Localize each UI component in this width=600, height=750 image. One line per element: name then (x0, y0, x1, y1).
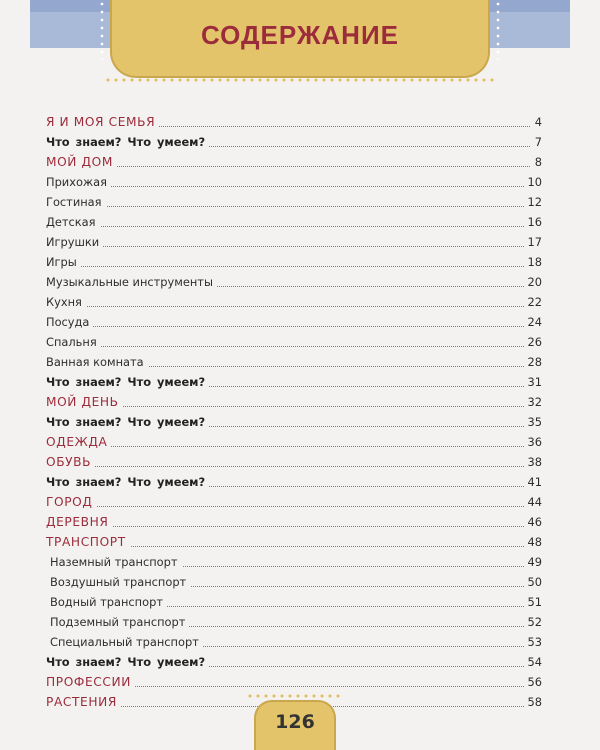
toc-entry-page: 32 (524, 393, 543, 412)
dotted-border-left (98, 0, 106, 60)
toc-entry (46, 387, 542, 407)
toc-entry-title: Наземный транспорт (46, 553, 182, 572)
toc-entry-page: 35 (524, 413, 543, 432)
toc-entry-page: 53 (524, 633, 543, 652)
toc-entry (46, 247, 542, 267)
toc-entry-page: 24 (524, 313, 543, 332)
toc-entry (46, 287, 542, 307)
toc-entry-title: Специальный транспорт (46, 633, 203, 652)
toc-entry-title: МОЙ ДЕНЬ (46, 393, 123, 412)
toc-entry (46, 507, 542, 527)
toc-entry-page: 46 (524, 513, 543, 532)
toc-entry-title: МОЙ ДОМ (46, 153, 117, 172)
toc-entry-page: 22 (524, 293, 543, 312)
toc-entry-page: 10 (524, 173, 543, 192)
toc-entry-page: 56 (524, 673, 543, 692)
toc-entry (46, 187, 542, 207)
toc-entry-title: ОДЕЖДА (46, 433, 111, 452)
toc-entry-page: 17 (524, 233, 543, 252)
toc-entry (46, 467, 542, 487)
toc-entry (46, 167, 542, 187)
toc-entry-title: Что знаем? Что умеем? (46, 413, 209, 432)
toc-entry-page: 54 (524, 653, 543, 672)
toc-entry-page: 4 (531, 113, 542, 132)
toc-entry (46, 307, 542, 327)
toc-entry-page: 49 (524, 553, 543, 572)
toc-entry (46, 267, 542, 287)
toc-entry (46, 487, 542, 507)
toc-entry-page: 41 (524, 473, 543, 492)
toc-entry-page: 48 (524, 533, 543, 552)
toc-entry-page: 20 (524, 273, 543, 292)
toc-entry-title: ТРАНСПОРТ (46, 533, 130, 552)
toc-entry-title: Что знаем? Что умеем? (46, 653, 209, 672)
toc-entry (46, 207, 542, 227)
page-title: СОДЕРЖАНИЕ (201, 20, 399, 50)
toc-entry (46, 147, 542, 167)
toc-entry-title: Что знаем? Что умеем? (46, 133, 209, 152)
toc-entry (46, 227, 542, 247)
toc-entry-title: ДЕРЕВНЯ (46, 513, 112, 532)
toc-entry (46, 547, 542, 567)
toc-entry-title: Прихожая (46, 173, 111, 192)
toc-entry-page: 50 (524, 573, 543, 592)
toc-entry-title: Подземный транспорт (46, 613, 189, 632)
dotted-border-right (494, 0, 502, 60)
toc-entry-title: Я И МОЯ СЕМЬЯ (46, 113, 159, 132)
toc-entry (46, 427, 542, 447)
toc-entry (46, 107, 542, 127)
toc-entry-title: РАСТЕНИЯ (46, 693, 121, 712)
toc-entry-title: Что знаем? Что умеем? (46, 473, 209, 492)
toc-entry-title: ГОРОД (46, 493, 97, 512)
toc-entry-title: ОБУВЬ (46, 453, 95, 472)
toc-entry-title: Воздушный транспорт (46, 573, 190, 592)
toc-entry-title: Ванная комната (46, 353, 148, 372)
toc-entry-title: Игрушки (46, 233, 103, 252)
toc-entry (46, 647, 542, 667)
dotted-border (104, 76, 496, 86)
toc-entry (46, 447, 542, 467)
toc-entry (46, 347, 542, 367)
toc-entry (46, 367, 542, 387)
toc-entry-page: 58 (524, 693, 543, 712)
toc-entry-page: 28 (524, 353, 543, 372)
toc-entry (46, 127, 542, 147)
toc-entry-title: Что знаем? Что умеем? (46, 373, 209, 392)
toc-entry (46, 607, 542, 627)
toc-entry-page: 52 (524, 613, 543, 632)
toc-entry-page: 12 (524, 193, 543, 212)
toc-entry (46, 587, 542, 607)
toc-entry-title: ПРОФЕССИИ (46, 673, 135, 692)
toc-entry-page: 51 (524, 593, 543, 612)
toc-entry (46, 327, 542, 347)
toc-entry-title: Музыкальные инструменты (46, 273, 217, 292)
toc-entry-page: 16 (524, 213, 543, 232)
toc-entry-title: Детская (46, 213, 100, 232)
toc-entry-title: Водный транспорт (46, 593, 167, 612)
toc-entry-page: 8 (531, 153, 542, 172)
page-number: 126 (275, 711, 315, 733)
toc-entry-title: Гостиная (46, 193, 106, 212)
toc-entry-title: Посуда (46, 313, 93, 332)
toc-entry-page: 44 (524, 493, 543, 512)
toc-entry (46, 567, 542, 587)
toc-entry (46, 407, 542, 427)
toc-entry-title: Спальня (46, 333, 101, 352)
toc-entry-title: Игры (46, 253, 81, 272)
toc-entry (46, 627, 542, 647)
toc-entry-page: 36 (524, 433, 543, 452)
table-of-contents (46, 107, 542, 707)
toc-entry-page: 18 (524, 253, 543, 272)
toc-entry-page: 26 (524, 333, 543, 352)
toc-entry-page: 7 (531, 133, 542, 152)
toc-entry-title: Кухня (46, 293, 86, 312)
toc-entry-page: 38 (524, 453, 543, 472)
toc-entry-page: 31 (524, 373, 543, 392)
toc-entry (46, 667, 542, 687)
toc-entry (46, 527, 542, 547)
